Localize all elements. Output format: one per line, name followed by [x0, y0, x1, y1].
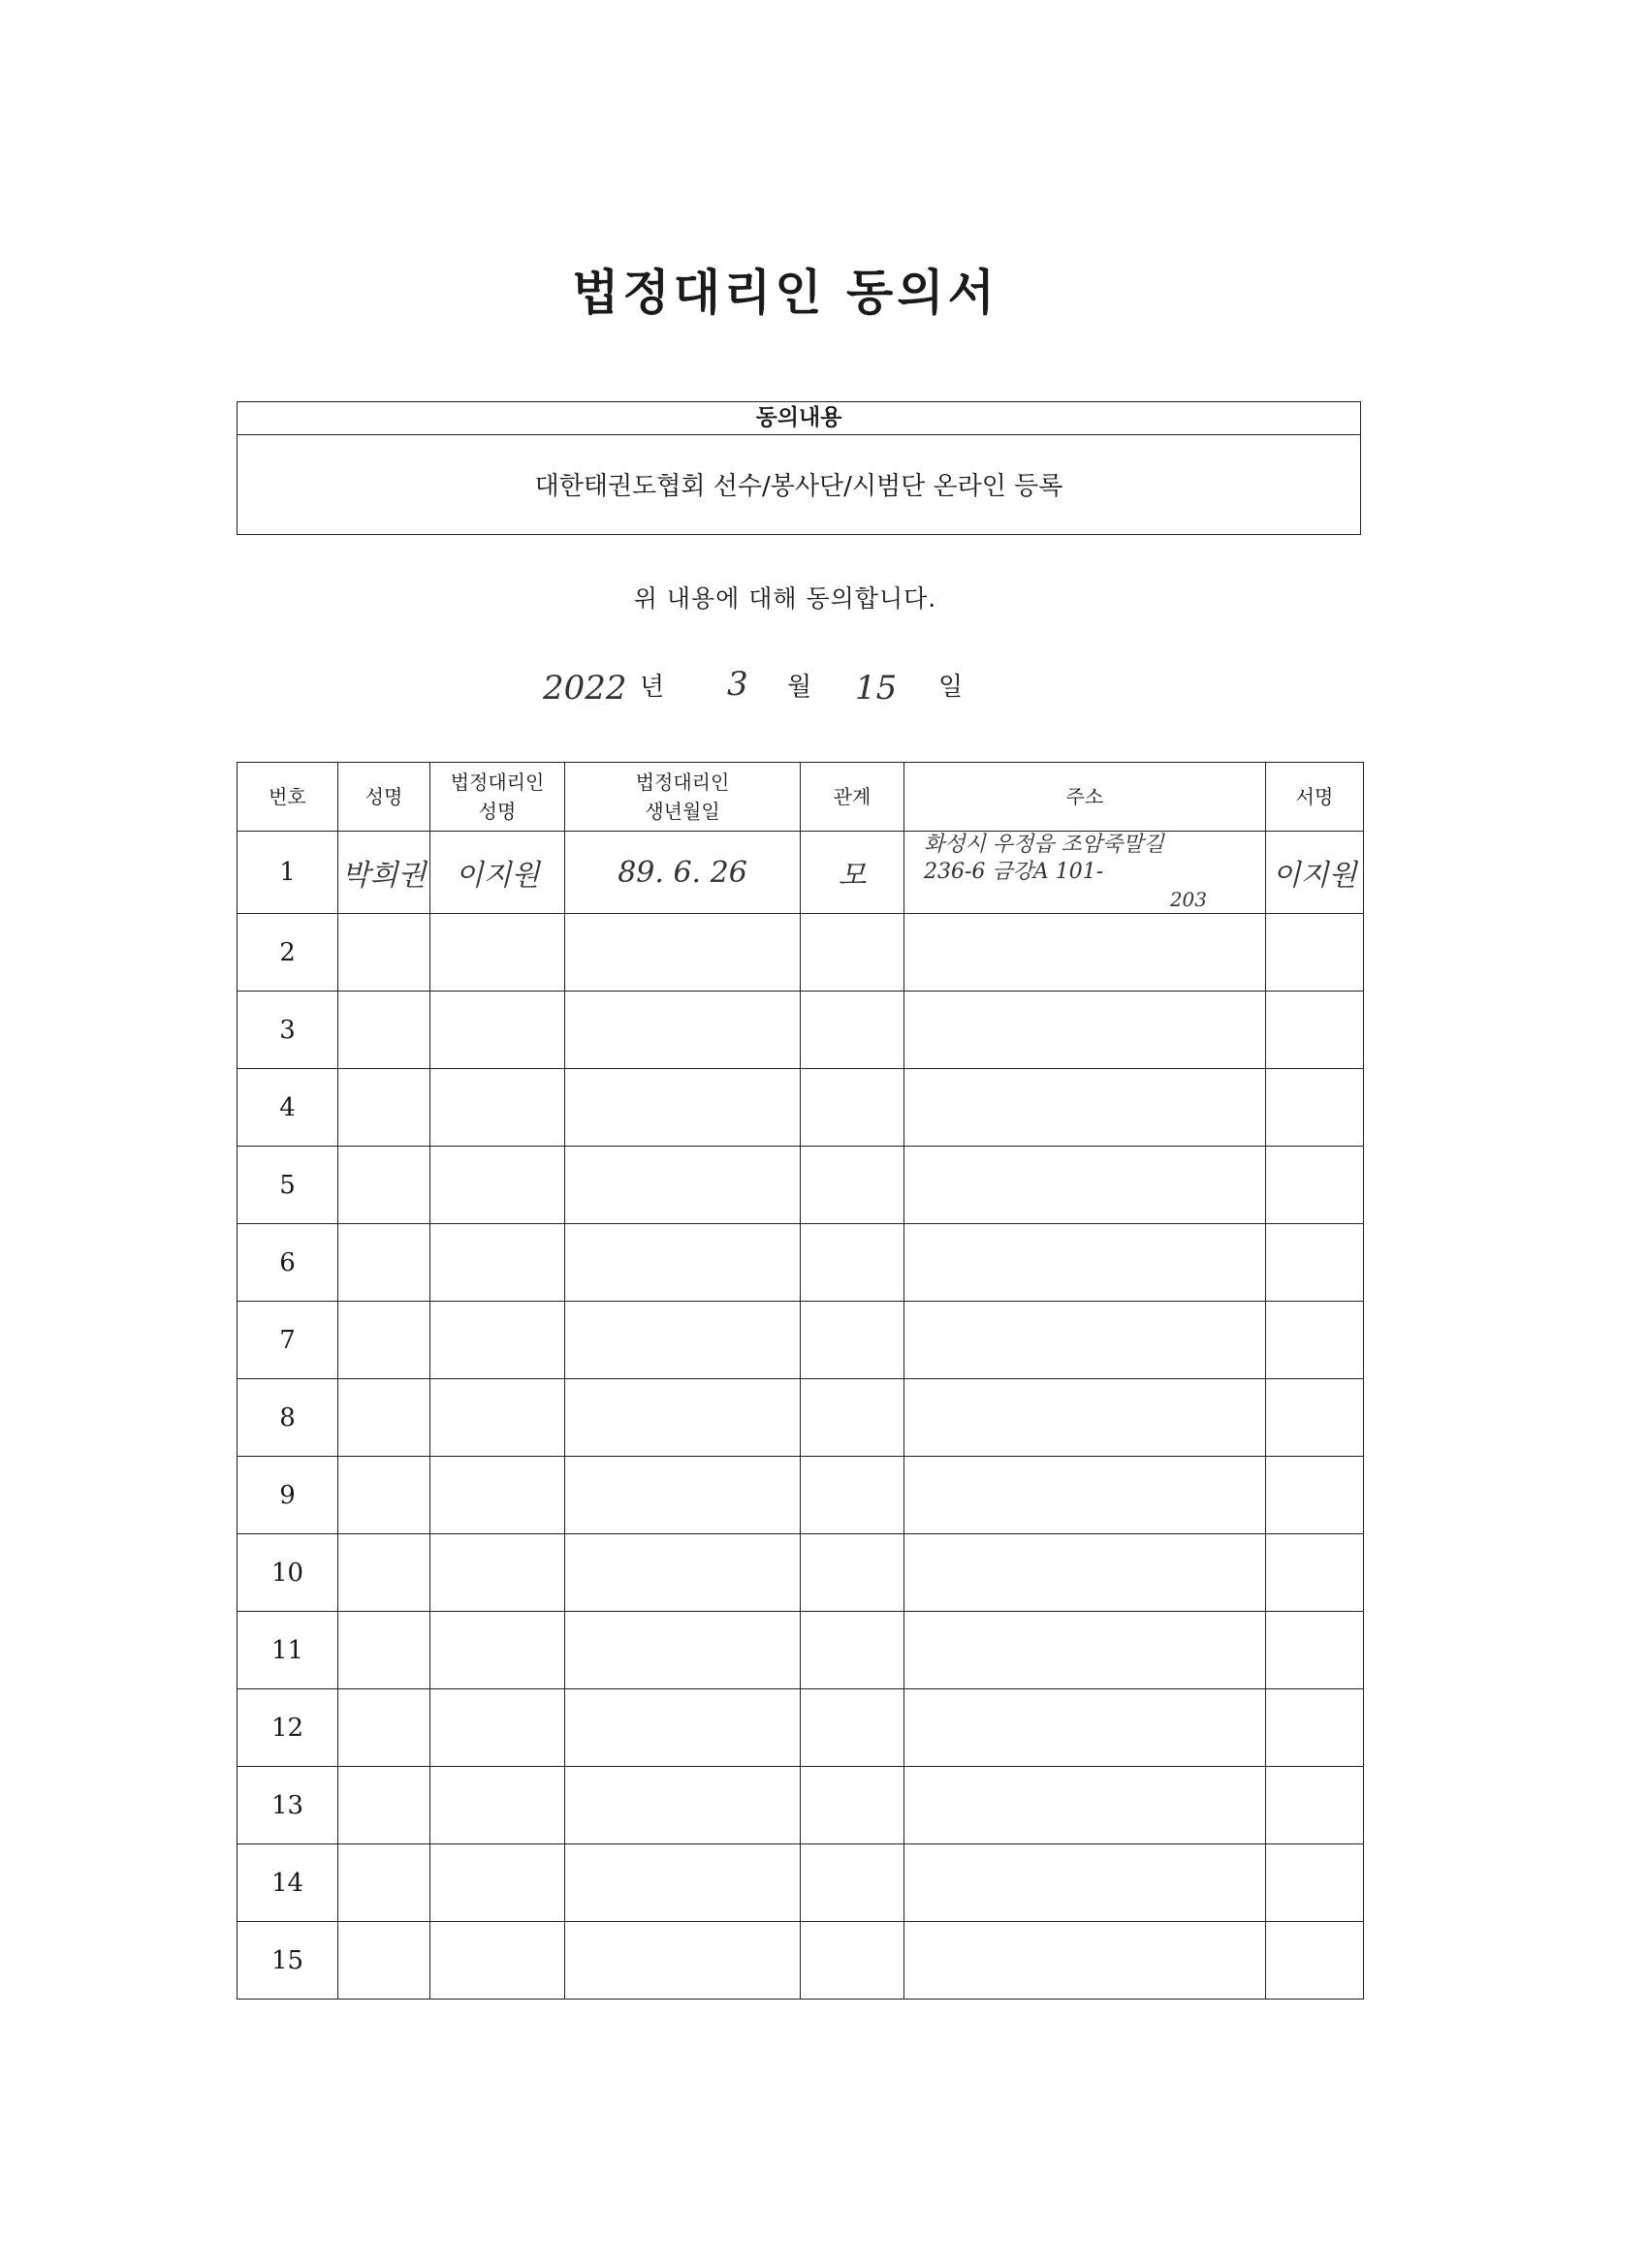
row-relation: [801, 1689, 904, 1767]
row-guardian-birth: [565, 992, 801, 1069]
row-guardian-name: [430, 1457, 565, 1534]
row-signature: [1266, 1147, 1364, 1224]
row-guardian-birth: [565, 1379, 801, 1457]
col-header-name: 성명: [338, 763, 430, 832]
row-name: [338, 1767, 430, 1844]
row-no: 5: [238, 1147, 338, 1224]
row-address: [904, 1612, 1266, 1689]
row-guardian-birth: [565, 1224, 801, 1302]
row-signature: [1266, 1612, 1364, 1689]
row-guardian-birth: [565, 914, 801, 992]
row-address: [904, 1767, 1266, 1844]
row-relation: [801, 914, 904, 992]
row-address: [904, 1224, 1266, 1302]
row-guardian-birth: [565, 1302, 801, 1379]
row-guardian-birth: [565, 1689, 801, 1767]
row-guardian-name: [430, 1379, 565, 1457]
table-row: [238, 1689, 1364, 1767]
row-signature: [1266, 1457, 1364, 1534]
row-no: 6: [238, 1224, 338, 1302]
row-no: 9: [238, 1457, 338, 1534]
row-name: [338, 1689, 430, 1767]
row-no: 12: [238, 1689, 338, 1767]
row-address: [904, 1302, 1266, 1379]
row-address: [904, 1534, 1266, 1612]
table-row: [238, 1302, 1364, 1379]
date-line: [543, 657, 1028, 715]
row-guardian-name: [430, 1534, 565, 1612]
row-relation: [801, 1534, 904, 1612]
date-month-unit: 월: [787, 673, 812, 702]
row-name: [338, 1457, 430, 1534]
row-guardian-birth: 89. 6. 26: [565, 832, 801, 914]
row-guardian-birth: [565, 1457, 801, 1534]
row-relation: 모: [801, 832, 904, 914]
row-guardian-name: 이지원: [430, 832, 565, 914]
row-no: 15: [238, 1922, 338, 2000]
registration-table: [237, 762, 1364, 2000]
table-header-row: [238, 763, 1364, 832]
row-guardian-birth: [565, 1767, 801, 1844]
row-address: [904, 1147, 1266, 1224]
col-header-signature: 서명: [1266, 763, 1364, 832]
row-no: 13: [238, 1767, 338, 1844]
row-relation: [801, 1844, 904, 1922]
table-row: [238, 1612, 1364, 1689]
row-guardian-name: [430, 1689, 565, 1767]
row-no: 14: [238, 1844, 338, 1922]
row-address: [904, 1457, 1266, 1534]
row-guardian-birth: [565, 1147, 801, 1224]
table-row: [238, 1922, 1364, 2000]
address-correction: 203: [1169, 888, 1207, 911]
table-row: [238, 1379, 1364, 1457]
row-relation: [801, 1147, 904, 1224]
row-signature: 이지원: [1266, 832, 1364, 914]
col-header-guardian-birth: 법정대리인 생년월일: [565, 763, 801, 832]
row-name: [338, 1612, 430, 1689]
row-signature: [1266, 1534, 1364, 1612]
address-line-1: 화성시 우정읍 조암죽말길: [924, 833, 1164, 857]
row-guardian-name: [430, 1612, 565, 1689]
row-name: [338, 1922, 430, 2000]
table-row: [238, 1457, 1364, 1534]
row-address: [904, 1689, 1266, 1767]
row-signature: [1266, 1224, 1364, 1302]
row-no: 4: [238, 1069, 338, 1147]
row-address: [904, 832, 1266, 914]
row-signature: [1266, 1689, 1364, 1767]
row-guardian-name: [430, 1224, 565, 1302]
row-relation: [801, 1379, 904, 1457]
row-guardian-birth: [565, 1612, 801, 1689]
col-header-relation: 관계: [801, 763, 904, 832]
date-day: 15: [855, 669, 898, 708]
row-name: 박희권: [338, 832, 430, 914]
row-name: [338, 1379, 430, 1457]
row-name: [338, 1534, 430, 1612]
row-guardian-birth: [565, 1069, 801, 1147]
row-relation: [801, 1302, 904, 1379]
row-guardian-name: [430, 1922, 565, 2000]
table-row: [238, 1767, 1364, 1844]
row-address: [904, 992, 1266, 1069]
row-signature: [1266, 1844, 1364, 1922]
row-name: [338, 914, 430, 992]
date-year-unit: 년: [640, 673, 665, 702]
row-signature: [1266, 914, 1364, 992]
row-relation: [801, 1224, 904, 1302]
row-signature: [1266, 992, 1364, 1069]
row-guardian-name: [430, 1302, 565, 1379]
row-signature: [1266, 1069, 1364, 1147]
row-guardian-name: [430, 1844, 565, 1922]
row-relation: [801, 1767, 904, 1844]
page-title: 법정대리인 동의서: [572, 265, 998, 321]
row-relation: [801, 1457, 904, 1534]
agree-statement: 위 내용에 대해 동의합니다.: [633, 584, 937, 613]
row-address: [904, 1069, 1266, 1147]
row-guardian-name: [430, 992, 565, 1069]
col-header-no: 번호: [238, 763, 338, 832]
table-row: [238, 1534, 1364, 1612]
row-relation: [801, 1069, 904, 1147]
row-guardian-name: [430, 1069, 565, 1147]
row-name: [338, 1302, 430, 1379]
table-row: [238, 1069, 1364, 1147]
row-guardian-birth: [565, 1922, 801, 2000]
consent-heading: 동의내용: [238, 402, 1360, 435]
table-row: [238, 1844, 1364, 1922]
consent-box: [237, 401, 1361, 535]
date-month: 3: [727, 665, 748, 704]
row-relation: [801, 1922, 904, 2000]
row-name: [338, 992, 430, 1069]
row-signature: [1266, 1922, 1364, 2000]
row-no: 10: [238, 1534, 338, 1612]
row-address: [904, 1922, 1266, 2000]
row-address: [904, 914, 1266, 992]
table-row: [238, 914, 1364, 992]
row-no: 7: [238, 1302, 338, 1379]
date-year: 2022: [543, 669, 627, 708]
row-name: [338, 1224, 430, 1302]
table-row: [238, 1147, 1364, 1224]
row-guardian-birth: [565, 1844, 801, 1922]
row-relation: [801, 992, 904, 1069]
consent-content: 대한태권도협회 선수/봉사단/시범단 온라인 등록: [534, 471, 1063, 501]
row-no: 8: [238, 1379, 338, 1457]
row-guardian-name: [430, 914, 565, 992]
row-signature: [1266, 1302, 1364, 1379]
row-guardian-birth: [565, 1534, 801, 1612]
address-line-2: 236-6 금강A 101-: [924, 860, 1104, 884]
col-header-address: 주소: [904, 763, 1266, 832]
table-row: [238, 1224, 1364, 1302]
row-name: [338, 1844, 430, 1922]
row-name: [338, 1147, 430, 1224]
row-guardian-name: [430, 1767, 565, 1844]
row-no: 2: [238, 914, 338, 992]
row-address: [904, 1379, 1266, 1457]
table-row: [238, 992, 1364, 1069]
row-address: [904, 1844, 1266, 1922]
row-relation: [801, 1612, 904, 1689]
row-signature: [1266, 1379, 1364, 1457]
row-no: 1: [238, 832, 338, 914]
col-header-guardian-name: 법정대리인 성명: [430, 763, 565, 832]
row-name: [338, 1069, 430, 1147]
row-signature: [1266, 1767, 1364, 1844]
row-guardian-name: [430, 1147, 565, 1224]
table-row: [238, 832, 1364, 914]
row-no: 11: [238, 1612, 338, 1689]
row-no: 3: [238, 992, 338, 1069]
date-day-unit: 일: [938, 673, 964, 702]
